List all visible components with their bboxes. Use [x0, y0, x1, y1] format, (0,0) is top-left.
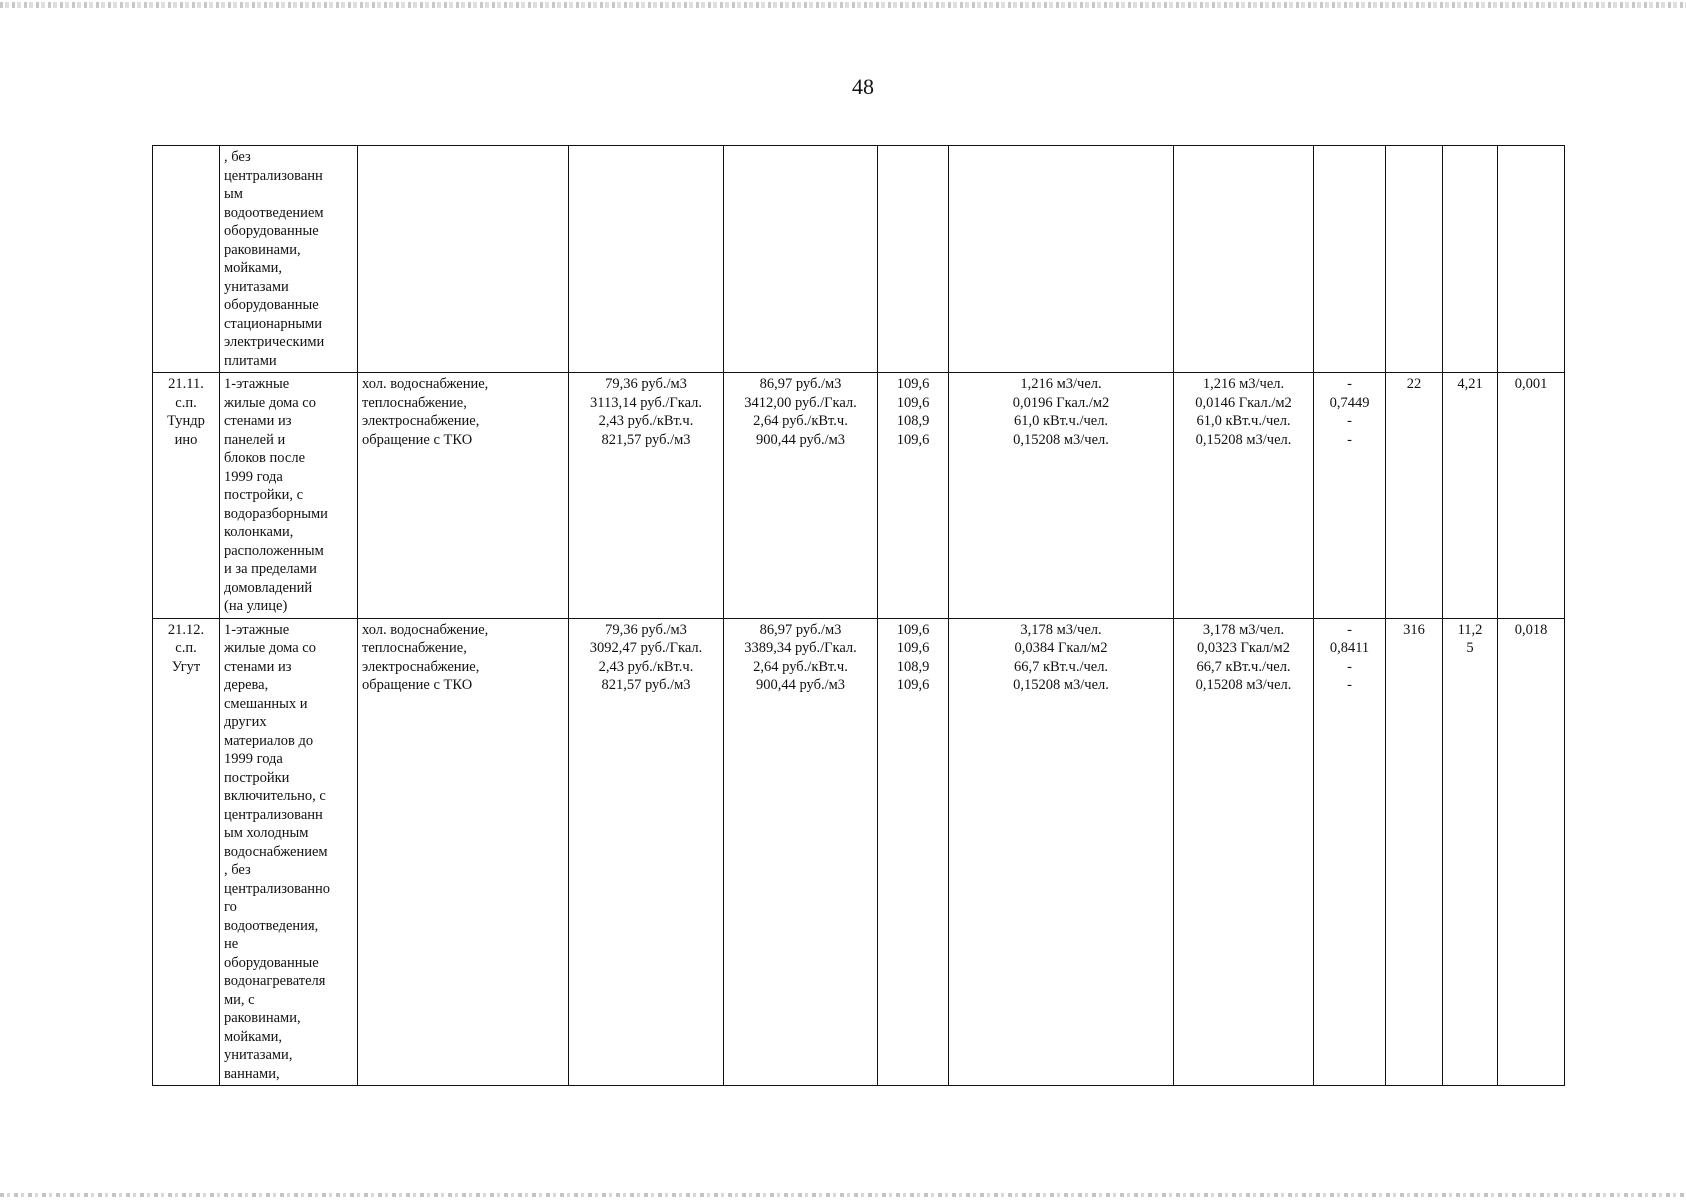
growth-index: 109,6 109,6 108,9 109,6 — [878, 618, 949, 1086]
building-description: 1-этажные жилые дома со стенами из панелей и блоков после 1999 года постройки, с водоразборными колонками, расположенным и за пределами домовладений (на улице) — [220, 373, 358, 619]
tariff-previous — [569, 146, 724, 373]
row-number: 21.11. с.п. Тундр ино — [153, 373, 220, 619]
building-description: 1-этажные жилые дома со стенами из дерева, смешанных и других материалов до 1999 года постройки включительно, с централизованн ым холодным водоснабжением , без централизованно го водоотведения, не оборудованные водонагревателя ми, с раковинами, мойками, унитазами, ваннами, — [220, 618, 358, 1086]
tariff-new: 86,97 руб./м3 3412,00 руб./Гкал. 2,64 руб./кВт.ч. 900,44 руб./м3 — [724, 373, 878, 619]
table-row — [153, 373, 1565, 619]
table-row — [153, 146, 1565, 373]
tariff-previous: 79,36 руб./м3 3113,14 руб./Гкал. 2,43 руб./кВт.ч. 821,57 руб./м3 — [569, 373, 724, 619]
tariff-table — [152, 145, 1565, 1086]
services-list — [358, 146, 569, 373]
norm-previous: 1,216 м3/чел. 0,0196 Гкал./м2 61,0 кВт.ч./чел. 0,15208 м3/чел. — [949, 373, 1174, 619]
count-value: 22 — [1386, 373, 1443, 619]
norm-new — [1174, 146, 1314, 373]
count-value — [1386, 146, 1443, 373]
coefficient: - 0,8411 - - — [1314, 618, 1386, 1086]
row-number — [153, 146, 220, 373]
value-2: 0,018 — [1498, 618, 1565, 1086]
tariff-new — [724, 146, 878, 373]
tariff-new: 86,97 руб./м3 3389,34 руб./Гкал. 2,64 руб./кВт.ч. 900,44 руб./м3 — [724, 618, 878, 1086]
scan-edge-top — [0, 2, 1686, 8]
building-description: , без централизованн ым водоотведением оборудованные раковинами, мойками, унитазами оборудованные стационарными электрическими плитами — [220, 146, 358, 373]
count-value: 316 — [1386, 618, 1443, 1086]
growth-index — [878, 146, 949, 373]
table-row — [153, 618, 1565, 1086]
page-number: 48 — [852, 74, 874, 99]
scan-edge-bottom — [0, 1193, 1686, 1197]
value-2: 0,001 — [1498, 373, 1565, 619]
value-1: 11,2 5 — [1443, 618, 1498, 1086]
value-1 — [1443, 146, 1498, 373]
coefficient: - 0,7449 - - — [1314, 373, 1386, 619]
value-2 — [1498, 146, 1565, 373]
services-list: хол. водоснабжение, теплоснабжение, электроснабжение, обращение с ТКО — [358, 618, 569, 1086]
growth-index: 109,6 109,6 108,9 109,6 — [878, 373, 949, 619]
tariff-previous: 79,36 руб./м3 3092,47 руб./Гкал. 2,43 руб./кВт.ч. 821,57 руб./м3 — [569, 618, 724, 1086]
services-list: хол. водоснабжение, теплоснабжение, электроснабжение, обращение с ТКО — [358, 373, 569, 619]
coefficient — [1314, 146, 1386, 373]
norm-new: 3,178 м3/чел. 0,0323 Гкал/м2 66,7 кВт.ч./чел. 0,15208 м3/чел. — [1174, 618, 1314, 1086]
value-1: 4,21 — [1443, 373, 1498, 619]
norm-previous: 3,178 м3/чел. 0,0384 Гкал/м2 66,7 кВт.ч./чел. 0,15208 м3/чел. — [949, 618, 1174, 1086]
row-number: 21.12. с.п. Угут — [153, 618, 220, 1086]
norm-previous — [949, 146, 1174, 373]
norm-new: 1,216 м3/чел. 0,0146 Гкал./м2 61,0 кВт.ч./чел. 0,15208 м3/чел. — [1174, 373, 1314, 619]
